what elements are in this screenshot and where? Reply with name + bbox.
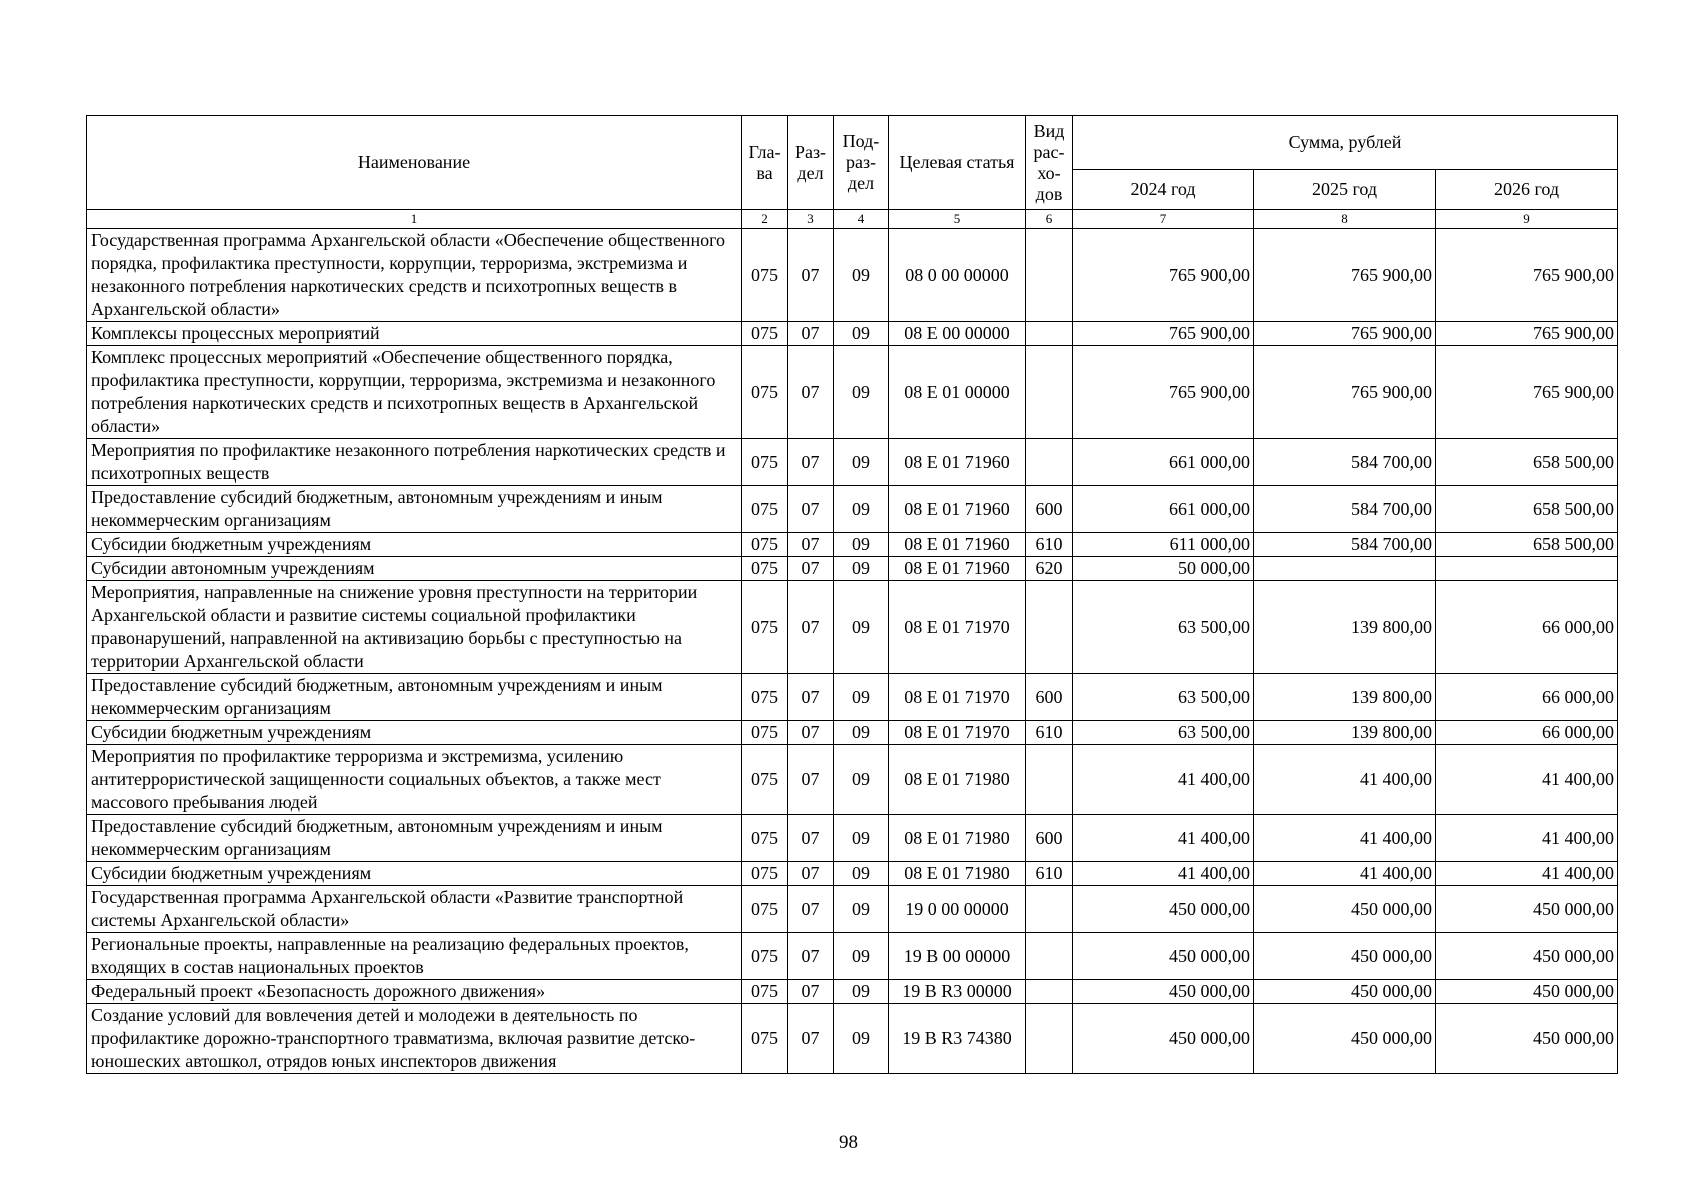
row-amount-2025: 139 800,00 [1254,581,1436,674]
row-target-article: 19 0 00 00000 [889,886,1026,933]
row-section: 07 [788,486,834,533]
row-name: Комплексы процессных мероприятий [87,322,742,346]
row-expense-type [1026,933,1073,980]
row-amount-2025: 41 400,00 [1254,815,1436,862]
row-target-article: 19 В R3 74380 [889,1004,1026,1074]
row-amount-2025: 765 900,00 [1254,346,1436,439]
row-expense-type [1026,229,1073,322]
row-target-article: 19 В 00 00000 [889,933,1026,980]
row-chapter: 075 [742,721,788,745]
table-row [87,862,1618,886]
row-expense-type: 600 [1026,815,1073,862]
row-chapter: 075 [742,533,788,557]
row-expense-type [1026,980,1073,1004]
row-amount-2026: 765 900,00 [1436,229,1618,322]
row-subsection: 09 [834,674,889,721]
row-target-article: 08 Е 01 71960 [889,557,1026,581]
row-amount-2025: 41 400,00 [1254,745,1436,815]
row-amount-2024: 41 400,00 [1073,745,1254,815]
row-name: Мероприятия, направленные на снижение уровня преступности на территории Архангельской области и развитие системы социальной профилактики правонарушений, направленной на активизацию борьбы с преступностью на территории Архангельской области [87,581,742,674]
row-amount-2024: 765 900,00 [1073,322,1254,346]
row-amount-2026: 658 500,00 [1436,533,1618,557]
row-expense-type [1026,439,1073,486]
row-name: Предоставление субсидий бюджетным, автономным учреждениям и иным некоммерческим организациям [87,674,742,721]
header-name: Наименование [87,116,742,210]
row-target-article: 08 Е 00 00000 [889,322,1026,346]
row-chapter: 075 [742,581,788,674]
header-year-2026: 2026 год [1436,170,1618,210]
row-amount-2025: 450 000,00 [1254,933,1436,980]
row-section: 07 [788,862,834,886]
row-name: Федеральный проект «Безопасность дорожного движения» [87,980,742,1004]
column-number: 2 [742,210,788,229]
column-number: 3 [788,210,834,229]
row-expense-type [1026,1004,1073,1074]
row-expense-type [1026,322,1073,346]
row-subsection: 09 [834,322,889,346]
table-row [87,933,1618,980]
row-chapter: 075 [742,674,788,721]
table-row [87,815,1618,862]
row-amount-2025: 450 000,00 [1254,886,1436,933]
row-target-article: 08 Е 01 00000 [889,346,1026,439]
row-target-article: 08 Е 01 71960 [889,486,1026,533]
row-name: Мероприятия по профилактике терроризма и экстремизма, усилению антитеррористической защищенности социальных объектов, а также мест массового пребывания людей [87,745,742,815]
row-amount-2026: 658 500,00 [1436,439,1618,486]
row-chapter: 075 [742,229,788,322]
row-name: Мероприятия по профилактике незаконного потребления наркотических средств и психотропных веществ [87,439,742,486]
row-amount-2026: 765 900,00 [1436,322,1618,346]
page-number: 98 [839,1132,858,1153]
row-amount-2026: 450 000,00 [1436,1004,1618,1074]
row-section: 07 [788,674,834,721]
table-row [87,674,1618,721]
column-number: 8 [1254,210,1436,229]
header-year-2024: 2024 год [1073,170,1254,210]
row-section: 07 [788,980,834,1004]
row-chapter: 075 [742,886,788,933]
row-amount-2026: 41 400,00 [1436,815,1618,862]
row-amount-2026: 41 400,00 [1436,862,1618,886]
row-expense-type: 620 [1026,557,1073,581]
row-subsection: 09 [834,557,889,581]
table-row [87,557,1618,581]
row-chapter: 075 [742,322,788,346]
row-amount-2025: 450 000,00 [1254,980,1436,1004]
table-row [87,439,1618,486]
column-number: 9 [1436,210,1618,229]
header-year-2025: 2025 год [1254,170,1436,210]
row-chapter: 075 [742,1004,788,1074]
row-subsection: 09 [834,815,889,862]
row-section: 07 [788,815,834,862]
row-chapter: 075 [742,745,788,815]
row-name: Предоставление субсидий бюджетным, автономным учреждениям и иным некоммерческим организациям [87,815,742,862]
column-number-row [87,210,1618,229]
row-name: Региональные проекты, направленные на реализацию федеральных проектов, входящих в состав национальных проектов [87,933,742,980]
row-amount-2025: 584 700,00 [1254,533,1436,557]
row-subsection: 09 [834,229,889,322]
row-amount-2025: 765 900,00 [1254,322,1436,346]
row-amount-2024: 63 500,00 [1073,674,1254,721]
row-amount-2025: 139 800,00 [1254,721,1436,745]
row-target-article: 08 Е 01 71960 [889,439,1026,486]
header-expense-type: Вид рас-хо-дов [1026,116,1073,210]
row-chapter: 075 [742,933,788,980]
row-amount-2024: 63 500,00 [1073,581,1254,674]
row-section: 07 [788,346,834,439]
row-name: Государственная программа Архангельской области «Обеспечение общественного порядка, профилактика преступности, коррупции, терроризма, экстремизма и незаконного потребления наркотических средств и психотропных веществ в Архангельской области» [87,229,742,322]
row-amount-2024: 450 000,00 [1073,886,1254,933]
row-expense-type [1026,346,1073,439]
row-expense-type [1026,581,1073,674]
row-target-article: 08 0 00 00000 [889,229,1026,322]
table-row [87,581,1618,674]
row-expense-type: 600 [1026,486,1073,533]
table-row [87,486,1618,533]
row-section: 07 [788,229,834,322]
row-section: 07 [788,1004,834,1074]
budget-table [86,115,1618,1074]
table-row [87,229,1618,322]
row-subsection: 09 [834,1004,889,1074]
row-target-article: 08 Е 01 71970 [889,674,1026,721]
row-section: 07 [788,439,834,486]
column-number: 5 [889,210,1026,229]
header-subsection: Под-раз-дел [834,116,889,210]
row-amount-2025: 584 700,00 [1254,439,1436,486]
row-target-article: 08 Е 01 71980 [889,815,1026,862]
row-section: 07 [788,322,834,346]
row-target-article: 08 Е 01 71970 [889,721,1026,745]
row-name: Предоставление субсидий бюджетным, автономным учреждениям и иным некоммерческим организациям [87,486,742,533]
row-amount-2024: 41 400,00 [1073,862,1254,886]
row-amount-2024: 50 000,00 [1073,557,1254,581]
row-expense-type [1026,745,1073,815]
row-amount-2026: 66 000,00 [1436,581,1618,674]
column-number: 7 [1073,210,1254,229]
row-name: Комплекс процессных мероприятий «Обеспечение общественного порядка, профилактика преступности, коррупции, терроризма, экстремизма и незаконного потребления наркотических средств и психотропных веществ в Архангельской области» [87,346,742,439]
row-section: 07 [788,533,834,557]
row-amount-2024: 450 000,00 [1073,1004,1254,1074]
row-amount-2024: 450 000,00 [1073,980,1254,1004]
row-amount-2024: 611 000,00 [1073,533,1254,557]
row-amount-2025: 450 000,00 [1254,1004,1436,1074]
row-section: 07 [788,933,834,980]
row-target-article: 08 Е 01 71970 [889,581,1026,674]
row-name: Субсидии бюджетным учреждениям [87,862,742,886]
row-expense-type [1026,886,1073,933]
row-chapter: 075 [742,862,788,886]
row-subsection: 09 [834,745,889,815]
row-subsection: 09 [834,933,889,980]
row-amount-2024: 765 900,00 [1073,229,1254,322]
row-expense-type: 610 [1026,862,1073,886]
header-chapter: Гла-ва [742,116,788,210]
row-amount-2024: 63 500,00 [1073,721,1254,745]
column-number: 4 [834,210,889,229]
row-section: 07 [788,557,834,581]
row-subsection: 09 [834,980,889,1004]
row-section: 07 [788,886,834,933]
table-row [87,533,1618,557]
row-amount-2026: 41 400,00 [1436,745,1618,815]
row-amount-2024: 450 000,00 [1073,933,1254,980]
row-amount-2025: 584 700,00 [1254,486,1436,533]
row-chapter: 075 [742,439,788,486]
column-number: 1 [87,210,742,229]
row-amount-2024: 661 000,00 [1073,486,1254,533]
row-amount-2026: 765 900,00 [1436,346,1618,439]
row-amount-2025 [1254,557,1436,581]
row-amount-2026 [1436,557,1618,581]
row-subsection: 09 [834,886,889,933]
row-amount-2026: 66 000,00 [1436,674,1618,721]
header-target-article: Целевая статья [889,116,1026,210]
row-chapter: 075 [742,346,788,439]
row-expense-type: 610 [1026,533,1073,557]
row-chapter: 075 [742,980,788,1004]
row-subsection: 09 [834,439,889,486]
row-name: Создание условий для вовлечения детей и молодежи в деятельность по профилактике дорожно-транспортного травматизма, включая развитие детско-юношеских автошкол, отрядов юных инспекторов движения [87,1004,742,1074]
table-row [87,886,1618,933]
row-amount-2026: 658 500,00 [1436,486,1618,533]
row-amount-2025: 765 900,00 [1254,229,1436,322]
table-header [87,116,1618,229]
row-amount-2024: 41 400,00 [1073,815,1254,862]
row-chapter: 075 [742,557,788,581]
row-target-article: 08 Е 01 71980 [889,745,1026,815]
header-sum-group: Сумма, рублей [1073,116,1618,170]
row-name: Субсидии бюджетным учреждениям [87,533,742,557]
table-row [87,322,1618,346]
row-section: 07 [788,745,834,815]
row-target-article: 19 В R3 00000 [889,980,1026,1004]
column-number: 6 [1026,210,1073,229]
row-amount-2026: 450 000,00 [1436,933,1618,980]
table-row [87,1004,1618,1074]
row-section: 07 [788,721,834,745]
row-subsection: 09 [834,346,889,439]
row-subsection: 09 [834,721,889,745]
row-amount-2026: 66 000,00 [1436,721,1618,745]
row-target-article: 08 Е 01 71960 [889,533,1026,557]
row-target-article: 08 Е 01 71980 [889,862,1026,886]
table-row [87,346,1618,439]
row-subsection: 09 [834,581,889,674]
row-subsection: 09 [834,486,889,533]
row-name: Государственная программа Архангельской области «Развитие транспортной системы Архангельской области» [87,886,742,933]
row-expense-type: 600 [1026,674,1073,721]
row-amount-2026: 450 000,00 [1436,886,1618,933]
row-chapter: 075 [742,815,788,862]
row-amount-2025: 139 800,00 [1254,674,1436,721]
row-name: Субсидии бюджетным учреждениям [87,721,742,745]
row-amount-2024: 765 900,00 [1073,346,1254,439]
row-chapter: 075 [742,486,788,533]
table-row [87,745,1618,815]
row-section: 07 [788,581,834,674]
table-row [87,721,1618,745]
row-name: Субсидии автономным учреждениям [87,557,742,581]
row-amount-2026: 450 000,00 [1436,980,1618,1004]
row-amount-2024: 661 000,00 [1073,439,1254,486]
row-amount-2025: 41 400,00 [1254,862,1436,886]
header-section: Раз-дел [788,116,834,210]
row-subsection: 09 [834,533,889,557]
table-row [87,980,1618,1004]
row-expense-type: 610 [1026,721,1073,745]
row-subsection: 09 [834,862,889,886]
table-body [87,229,1618,1074]
